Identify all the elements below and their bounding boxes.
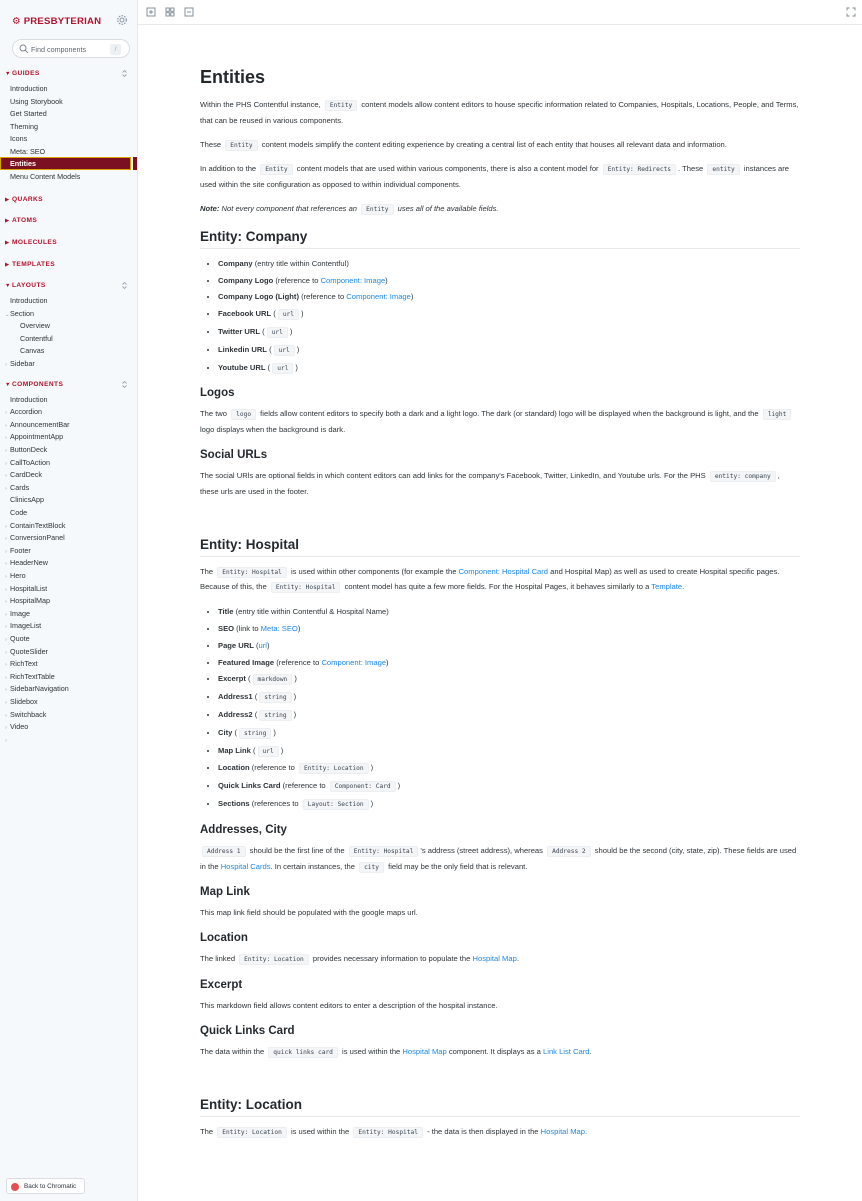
subheading-addresses-city: Addresses, City	[200, 823, 287, 836]
list-item: • Company (entry title within Contentful)	[218, 257, 800, 272]
brand-logo[interactable]	[12, 16, 101, 27]
location-intro-paragraph: The Entity: Location is used within the Entity: Hospital - the data is then displayed in the Hospital Map.	[200, 1127, 588, 1137]
list-item: • Featured Image (reference to Component: Image)	[218, 656, 800, 671]
caret-right-icon: ›	[5, 699, 7, 706]
back-to-chromatic-button[interactable]: Back to Chromatic	[6, 1178, 85, 1194]
section-guides[interactable]: ▼GUIDES	[5, 70, 40, 77]
outline-icon[interactable]	[184, 7, 194, 17]
sidebar-item-components-introduction[interactable]: Introduction	[10, 394, 48, 404]
caret-right-icon: ›	[5, 662, 7, 669]
sidebar-item-containtextblock[interactable]: › ContainTextBlock	[5, 520, 66, 530]
active-item-marker	[133, 157, 137, 170]
section-molecules[interactable]: ▶ MOLECULES	[5, 239, 57, 246]
sidebar-item-clinicsapp[interactable]: ClinicsApp	[10, 495, 44, 505]
caret-down-icon: ⌄	[5, 311, 10, 318]
intro-paragraph-1: Within the PHS Contentful instance, Entity content models allow content editors to house specific information related to Companies, Hospitals, Locations, People, and Terms, that can be reused in various components.	[200, 100, 799, 125]
list-item: • City ( string )	[218, 726, 800, 742]
caret-right-icon: ›	[5, 712, 7, 719]
social-paragraph: The social URls are optional fields in which content editors can add links for the company's Facebook, Twitter, LinkedIn, and Youtube urls. For the PHS entity: company , these urls are used in the footer.	[200, 470, 780, 496]
link-hospital-card[interactable]: Component: Hospital Card	[458, 566, 549, 576]
sidebar-item-imagelist[interactable]: › Quote	[5, 633, 30, 643]
sidebar-item-menu-content-models[interactable]: Menu Content Models	[10, 172, 81, 181]
sidebar-item-introduction[interactable]: Introduction	[10, 84, 48, 93]
list-item: • Linkedin URL ( url )	[218, 343, 800, 359]
sidebar-item-quote[interactable]: › QuoteSlider	[5, 646, 48, 656]
caret-right-icon: ›	[5, 737, 7, 744]
sidebar-item-richtext[interactable]: › RichTextTable	[5, 671, 55, 681]
grid-icon[interactable]	[165, 7, 175, 17]
caret-right-icon: ›	[5, 624, 7, 631]
intro-paragraph-2: These Entity content models simplify the content editing experience by creating a central list of each entity that houses all relevant data and information.	[200, 139, 727, 149]
sidebar-item-sidebarnavigation[interactable]: › Slidebox	[5, 696, 38, 706]
caret-right-icon: ›	[5, 422, 7, 429]
section-atoms[interactable]: ▶ ATOMS	[5, 217, 38, 224]
caret-right-icon: ›	[5, 548, 7, 555]
caret-right-icon: ▶	[5, 197, 10, 203]
link-meta-seo[interactable]: Meta: SEO	[260, 623, 298, 633]
list-item: • Address1 ( string )	[218, 690, 800, 706]
caret-right-icon: ▶	[5, 240, 10, 246]
list-item: • Map Link ( url )	[218, 744, 800, 760]
intro-paragraph-3: In addition to the Entity content models that are used within various components, there is also a content model for Entity: Redirects . These entity instances are used within the site configuration as opposed to within individual components.	[200, 164, 790, 190]
search-placeholder: Find components	[31, 45, 87, 54]
subheading-location: Location	[200, 932, 248, 945]
section-templates[interactable]: ▶ TEMPLATES	[5, 261, 56, 268]
search-shortcut-key: /	[110, 44, 121, 55]
caret-down-icon: ▼	[5, 382, 11, 388]
sidebar-item-richtexttable[interactable]: › SidebarNavigation	[5, 684, 69, 694]
sidebar-item-get-started[interactable]: Get Started	[10, 109, 47, 118]
caret-down-icon: ▼	[5, 71, 11, 77]
list-item: • Youtube URL ( url )	[218, 361, 800, 377]
list-item: • Title (entry title within Contentful & Hospital Name)	[218, 605, 800, 620]
hospital-fields-list	[218, 605, 800, 813]
sidebar-item-meta-seo[interactable]: Meta: SEO	[10, 146, 46, 156]
subheading-social-urls: Social URLs	[200, 448, 268, 461]
sidebar-item-code[interactable]: Code	[10, 507, 28, 517]
list-item: • Address2 ( string )	[218, 708, 800, 724]
logos-paragraph: The two logo fields allow content editors to specify both a dark and a light logo. The dark (or standard) logo will be displayed when the background is light, and the light logo displays when the background is dark.	[200, 407, 800, 438]
sidebar-item-conversionpanel[interactable]: › ConversionPanel	[5, 533, 65, 543]
sidebar-item-canvas[interactable]: Canvas	[20, 346, 45, 355]
caret-right-icon: ›	[5, 536, 7, 543]
caret-right-icon: ›	[5, 611, 7, 618]
caret-right-icon: ›	[5, 473, 7, 480]
sidebar-item-accordion[interactable]: › Accordion	[5, 407, 42, 417]
sidebar-item-heading[interactable]: › Hero	[5, 570, 26, 580]
subheading-quick-links-card: Quick Links Card	[200, 1024, 295, 1037]
zoom-icon[interactable]	[146, 7, 156, 17]
sidebar-item-entities[interactable]: Entities	[10, 159, 36, 168]
expand-collapse-icon[interactable]	[120, 281, 129, 290]
section-heading-entity-company: Entity: Company	[200, 227, 800, 249]
caret-right-icon: ›	[5, 460, 7, 467]
caret-right-icon: ›	[5, 599, 7, 606]
sidebar-item-calltoaction[interactable]: › CallToAction	[5, 457, 50, 467]
section-layouts[interactable]: ▼LAYOUTS	[5, 282, 46, 289]
sidebar-item-switchback[interactable]: › Video	[5, 722, 29, 732]
addresses-paragraph: Address 1 should be the first line of the Entity: Hospital 's address (street address), whereas Address 2 should be the second (city, state, zip). These fields are used in the Hospital Cards. In certain instances, the city field may be the only field that is relevant.	[200, 845, 797, 871]
link-link-list-card[interactable]: Link List Card	[543, 1046, 590, 1056]
sidebar-item-contentful[interactable]: Contentful	[20, 333, 53, 343]
caret-right-icon: ›	[5, 410, 7, 417]
sidebar-item-hero[interactable]: › HospitalList	[5, 583, 48, 593]
caret-right-icon: ›	[5, 586, 7, 593]
page-title: Entities	[200, 67, 266, 87]
section-heading-entity-hospital: Entity: Hospital	[200, 535, 800, 557]
sidebar-item-overview[interactable]: Overview	[20, 321, 50, 330]
link-hospital-map[interactable]: Hospital Map	[540, 1127, 585, 1137]
link-hospital-cards[interactable]: Hospital Cards	[220, 861, 271, 871]
logo-icon: ⚙	[12, 16, 21, 27]
subheading-map-link: Map Link	[200, 886, 250, 899]
list-item: • Twitter URL ( url )	[218, 325, 800, 341]
link-component-image[interactable]: Component: Image	[320, 275, 386, 285]
caret-right-icon: ›	[5, 573, 7, 580]
sidebar-item-announcementbar[interactable]: › AnnouncementBar	[5, 419, 70, 429]
list-item: • Location (reference to Entity: Location )	[218, 761, 800, 777]
sidebar-item-footer[interactable]: › Footer	[5, 545, 31, 555]
sidebar-item-cards[interactable]: › Cards	[5, 482, 30, 492]
search-input[interactable]	[12, 39, 130, 58]
brand-name: PRESBYTERIAN	[23, 16, 102, 27]
caret-right-icon: ›	[5, 485, 7, 492]
sidebar-item-appointmentapp[interactable]: › AppointmentApp	[5, 432, 64, 442]
location-paragraph: The linked Entity: Location provides necessary information to populate the Hospital Map.	[200, 954, 519, 964]
sidebar-item-icons[interactable]: Icons	[10, 134, 28, 143]
caret-right-icon: ›	[5, 687, 7, 694]
sidebar-item-headernew[interactable]: › HeaderNew	[5, 558, 48, 568]
search-icon	[19, 44, 29, 54]
list-item: • SEO (link to Meta: SEO)	[218, 622, 800, 637]
chromatic-logo-icon	[11, 1183, 19, 1191]
section-components[interactable]: ▼COMPONENTS	[5, 381, 64, 388]
caret-right-icon: ›	[5, 523, 7, 530]
hospital-intro-paragraph: The Entity: Hospital is used within other components (for example the Component: Hospital Card and Hospital Map) as well as used to create Hospital specific pages. Because of this, the Entity: Hospital content model has quite a few more fields. For the Hospital Pages, it behaves similarly to a Template.	[200, 566, 780, 592]
sidebar-item-section[interactable]: ⌄Section	[5, 308, 34, 318]
list-item: • Quick Links Card (reference to Component: Card )	[218, 779, 800, 795]
sidebar-item-quoteslider[interactable]: › RichText	[5, 659, 38, 669]
sidebar-item-hospitallist[interactable]: › HospitalMap	[5, 596, 50, 606]
expand-collapse-icon[interactable]	[120, 69, 129, 78]
link-hospital-map[interactable]: Hospital Map	[402, 1046, 447, 1056]
sidebar-item-sidebar[interactable]: › Sidebar	[5, 358, 35, 368]
subheading-logos: Logos	[200, 387, 235, 400]
caret-right-icon: ▶	[5, 218, 10, 224]
sidebar-item-hospitalmap[interactable]: › Image	[5, 608, 30, 618]
link-component-image[interactable]: Component: Image	[321, 657, 387, 667]
link-url[interactable]: url	[258, 640, 267, 650]
company-fields-list	[218, 257, 800, 377]
list-item: • Sections (references to Layout: Section )	[218, 797, 800, 813]
caret-right-icon: ›	[5, 725, 7, 732]
sidebar	[0, 0, 138, 1201]
section-quarks[interactable]: ▶ QUARKS	[5, 196, 43, 203]
list-item: • Company Logo (reference to Component: Image)	[218, 274, 800, 289]
caret-right-icon: ▶	[5, 262, 10, 268]
caret-right-icon: ›	[5, 447, 7, 454]
sidebar-item-using-storybook[interactable]: Using Storybook	[10, 96, 63, 106]
settings-gear-icon[interactable]	[116, 14, 128, 26]
subheading-excerpt: Excerpt	[200, 978, 243, 991]
sidebar-item-layouts-introduction[interactable]: Introduction	[10, 296, 48, 305]
quick-links-paragraph: The data within the quick links card is used within the Hospital Map component. It displays as a Link List Card.	[200, 1046, 592, 1056]
caret-right-icon: ›	[5, 435, 7, 442]
link-hospital-map[interactable]: Hospital Map	[472, 954, 517, 964]
sidebar-item-carddeck[interactable]: › CardDeck	[5, 470, 42, 480]
docs-content	[200, 64, 800, 1150]
sidebar-item-image[interactable]: › ImageList	[5, 621, 42, 631]
sidebar-item-buttondeck[interactable]: › ButtonDeck	[5, 444, 48, 454]
list-item: • Facebook URL ( url )	[218, 307, 800, 323]
caret-right-icon: ›	[5, 561, 7, 568]
excerpt-paragraph: This markdown field allows content editors to enter a description of the hospital instance.	[200, 1000, 498, 1010]
caret-right-icon: ›	[5, 674, 7, 681]
caret-right-icon: ›	[5, 649, 7, 656]
map-link-paragraph: This map link field should be populated with the google maps url.	[200, 908, 418, 918]
note-paragraph: Note: Not every component that references an Entity uses all of the available fields.	[200, 203, 499, 213]
caret-down-icon: ▼	[5, 283, 11, 289]
list-item: • Company Logo (Light) (reference to Component: Image)	[218, 290, 800, 305]
list-item: • Page URL (url)	[218, 639, 800, 654]
link-component-image[interactable]: Component: Image	[346, 292, 411, 302]
toolbar	[138, 0, 862, 25]
expand-collapse-icon[interactable]	[120, 380, 129, 389]
section-heading-entity-location: Entity: Location	[200, 1095, 800, 1117]
list-item: • Excerpt ( markdown )	[218, 672, 800, 688]
sidebar-item-theming[interactable]: Theming	[10, 121, 38, 131]
caret-right-icon: ›	[5, 636, 7, 643]
link-template[interactable]: Template	[651, 582, 683, 592]
fullscreen-icon[interactable]	[846, 7, 856, 17]
caret-right-icon: ›	[5, 361, 7, 368]
sidebar-item-slidebox[interactable]: › Switchback	[5, 709, 47, 719]
